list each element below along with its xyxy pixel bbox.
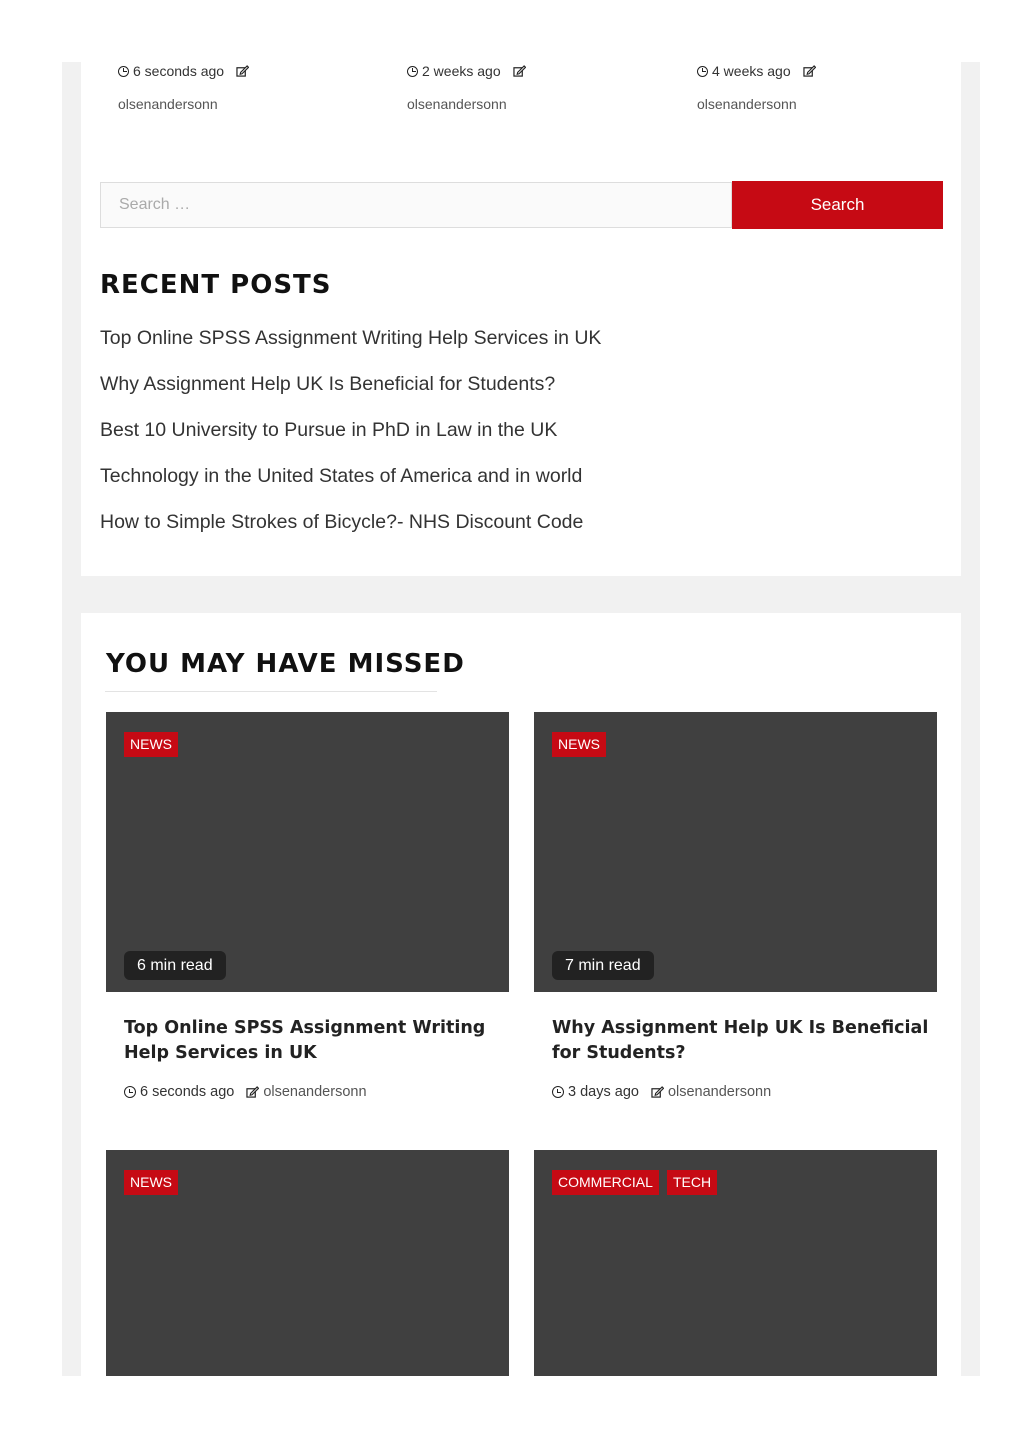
post-time: 2 weeks ago bbox=[422, 63, 501, 79]
edit-icon bbox=[651, 1086, 664, 1098]
post-author-link[interactable]: olsenandersonn bbox=[407, 96, 507, 112]
recent-posts-list bbox=[100, 324, 601, 554]
post-author-link[interactable]: olsenandersonn bbox=[263, 1084, 367, 1100]
post-author-link[interactable]: olsenandersonn bbox=[667, 1084, 772, 1100]
heading-divider bbox=[105, 691, 437, 692]
edit-icon bbox=[513, 65, 526, 77]
recent-post-link[interactable]: Technology in the United States of America and in world bbox=[100, 465, 583, 487]
post-time: 3 days ago bbox=[568, 1084, 639, 1100]
post-meta bbox=[552, 1084, 771, 1100]
edit-icon bbox=[803, 65, 816, 77]
recent-post-link[interactable]: Best 10 University to Pursue in PhD in Law in the UK bbox=[100, 419, 558, 441]
post-time: 6 seconds ago bbox=[133, 63, 225, 79]
recent-post-link[interactable]: Top Online SPSS Assignment Writing Help Services in UK bbox=[100, 327, 602, 349]
edit-icon bbox=[236, 65, 249, 77]
post-meta bbox=[697, 63, 816, 79]
post-time: 6 seconds ago bbox=[140, 1084, 235, 1100]
recent-post-link[interactable]: How to Simple Strokes of Bicycle?- NHS Discount Code bbox=[100, 511, 584, 533]
category-tag[interactable]: NEWS bbox=[552, 732, 606, 757]
post-meta bbox=[118, 63, 249, 79]
post-author-link[interactable]: olsenandersonn bbox=[697, 96, 797, 112]
category-tag[interactable]: NEWS bbox=[124, 1170, 178, 1195]
category-tag[interactable]: TECH bbox=[667, 1170, 717, 1195]
clock-icon bbox=[124, 1086, 136, 1098]
category-tag[interactable]: NEWS bbox=[124, 732, 178, 757]
clock-icon bbox=[118, 66, 129, 77]
read-time-badge: 7 min read bbox=[552, 951, 654, 980]
post-meta bbox=[124, 1084, 367, 1100]
search-input[interactable] bbox=[100, 182, 732, 228]
post-author-link[interactable]: olsenandersonn bbox=[118, 96, 218, 112]
clock-icon bbox=[697, 66, 708, 77]
recent-post-link[interactable]: Why Assignment Help UK Is Beneficial for Students? bbox=[100, 373, 556, 395]
edit-icon bbox=[246, 1086, 259, 1098]
post-title-link[interactable]: Why Assignment Help UK Is Beneficial for Students? bbox=[552, 1018, 929, 1063]
post-time: 4 weeks ago bbox=[712, 63, 791, 79]
clock-icon bbox=[552, 1086, 564, 1098]
read-time-badge: 6 min read bbox=[124, 951, 226, 980]
you-may-have-missed-heading: YOU MAY HAVE MISSED bbox=[106, 649, 465, 679]
search-button[interactable]: Search bbox=[732, 181, 943, 229]
post-title-link[interactable]: Top Online SPSS Assignment Writing Help Services in UK bbox=[124, 1018, 486, 1063]
recent-posts-heading: RECENT POSTS bbox=[100, 270, 332, 300]
clock-icon bbox=[407, 66, 418, 77]
category-tag[interactable]: COMMERCIAL bbox=[552, 1170, 659, 1195]
post-meta bbox=[407, 63, 526, 79]
